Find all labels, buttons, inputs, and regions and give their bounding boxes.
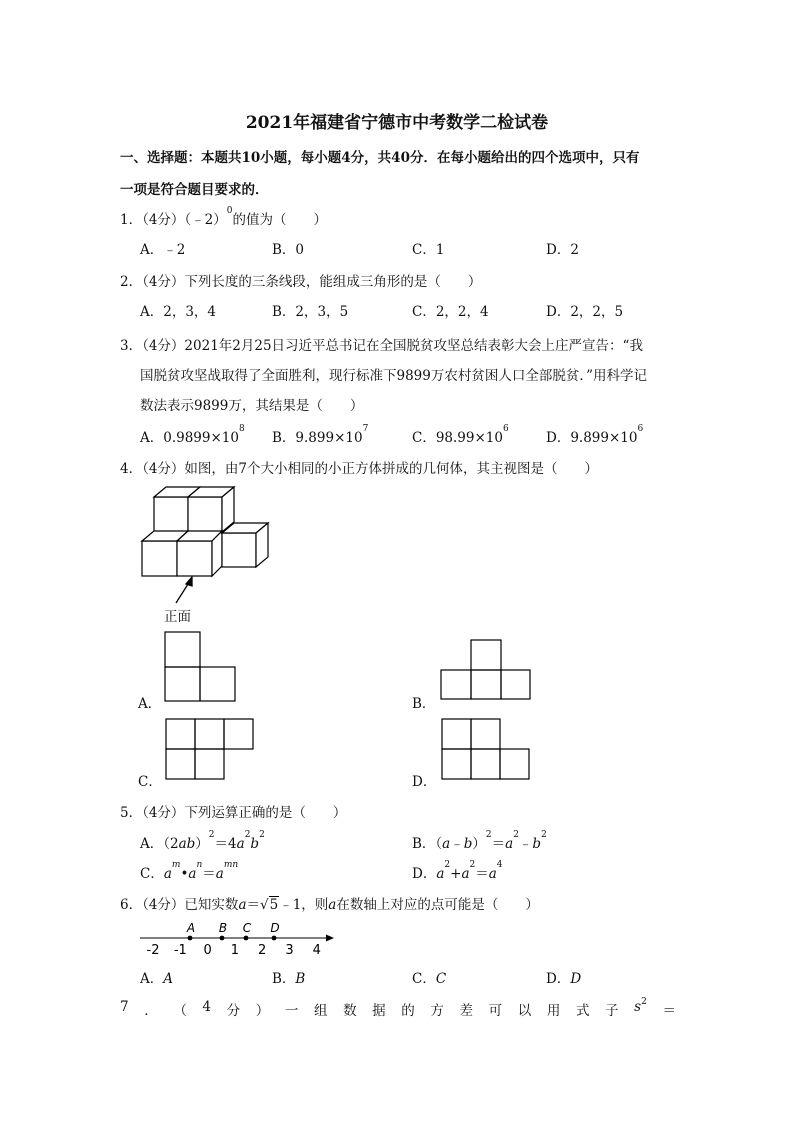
- q6-option-d: [546, 967, 581, 987]
- q3-option-a-exp: 8: [238, 424, 245, 434]
- question-3-line2: 国脱贫攻坚战取得了全面胜利，现行标准下9899万农村贫困人口全部脱贫．”用科学记: [140, 368, 648, 384]
- q7-char: 据: [372, 1003, 386, 1019]
- q5c-m: m: [171, 860, 181, 870]
- number-line: [138, 918, 338, 960]
- q7-char: 以: [517, 1003, 532, 1019]
- q5c-pre: C．: [140, 866, 164, 882]
- q7-s: s: [634, 999, 642, 1015]
- number-line-point-label: C: [242, 921, 252, 935]
- number-line-point: [220, 936, 225, 941]
- number-line-point: [272, 936, 277, 941]
- q5b-exp2: 2: [513, 830, 519, 840]
- q6-var-a: a: [238, 897, 247, 913]
- q5c-eq: ＝: [202, 866, 216, 882]
- q7-char: 式: [575, 1003, 590, 1019]
- section-header-line2: 一项是符合题目要求的．: [120, 182, 269, 198]
- q5-option-c: [140, 862, 238, 882]
- number-line-tick-label: -2: [146, 943, 160, 958]
- front-view-arrow: [176, 577, 192, 603]
- q4-option-a-grid: [164, 630, 238, 704]
- q6-stem-c: 在数轴上对应的点可能是（ ）: [336, 897, 539, 913]
- q5-option-d: [412, 862, 503, 882]
- number-line-tick-label: -1: [173, 943, 187, 958]
- q2-option-d: D．2，2，5: [546, 304, 624, 320]
- q5a-exp1: 2: [208, 830, 215, 840]
- q1-option-c: C．1: [412, 242, 445, 258]
- q5b-mid: ﹣: [450, 836, 464, 852]
- q5a-exp2: 2: [244, 830, 251, 840]
- q5c-a3: a: [215, 866, 224, 882]
- q5b-close: ）: [472, 836, 486, 852]
- q5d-exp1: 2: [444, 860, 451, 870]
- question-2-stem: 2．（4分）下列长度的三条线段，能组成三角形的是（ ）: [120, 274, 482, 290]
- q5a-exp3: 2: [259, 830, 265, 840]
- cube-solid-figure: [138, 484, 278, 624]
- q5c-n: n: [196, 860, 203, 870]
- q5b-a: a: [442, 836, 451, 852]
- q6-eq: ＝: [246, 897, 260, 913]
- q5b-exp1: 2: [485, 830, 492, 840]
- q5a-eq: ＝4: [214, 836, 237, 852]
- number-line-tick-label: 1: [230, 943, 240, 958]
- number-line-point-label: D: [270, 921, 280, 935]
- q4-option-a-label: A．: [138, 696, 162, 712]
- q5a-mid: ）: [195, 836, 209, 852]
- q7-char: 4: [202, 999, 212, 1015]
- q5b-eq: ＝: [491, 836, 506, 852]
- q3-option-d-base: D．9.899×10: [546, 430, 638, 446]
- question-3-line1: 3．（4分）2021年2月25日习近平总书记在全国脱贫攻坚总结表彰大会上庄严宣告：“我: [120, 338, 643, 354]
- q7-char: 7: [120, 999, 129, 1015]
- q7-s-exp: 2: [641, 997, 647, 1007]
- q5-option-b: [412, 832, 547, 852]
- q6d-var: D: [570, 971, 582, 987]
- q5d-plus: +: [450, 866, 462, 882]
- q7-char: 用: [546, 1003, 561, 1019]
- q5c-a: a: [163, 866, 172, 882]
- q5d-a2: a: [461, 866, 470, 882]
- section-header-line1: 一、选择题：本题共10小题，每小题4分，共40分．在每小题给出的四个选项中，只有: [120, 150, 640, 166]
- q4-option-b-grid: [440, 638, 534, 702]
- q2-option-b: B．2，3，5: [272, 304, 349, 320]
- sqrt-radical-icon: √: [260, 897, 269, 913]
- q5b-pre: B．（: [412, 836, 443, 852]
- q7-eq: ＝: [662, 1003, 676, 1019]
- q3-option-b-exp: 7: [362, 424, 369, 434]
- question-4-stem: 4．（4分）如图，由7个大小相同的小正方体拼成的几何体，其主视图是（ ）: [120, 461, 599, 477]
- q6-stem-b: ﹣1，则: [279, 897, 329, 913]
- q5b-minus: ﹣: [518, 836, 533, 852]
- q5a-b: b: [250, 836, 260, 852]
- q6b-var: B: [295, 971, 306, 987]
- q7-char: 可: [488, 1003, 503, 1019]
- question-6-stem: [120, 893, 539, 913]
- q5b-b: b: [463, 836, 473, 852]
- q7-variance-symbol: [634, 999, 647, 1019]
- q1-stem-b: 的值为（ ）: [232, 212, 328, 228]
- q7-char: 的: [401, 1003, 415, 1019]
- q7-char: ．: [144, 1003, 158, 1019]
- q7-char: 组: [313, 1003, 328, 1019]
- number-line-point-label: B: [218, 921, 228, 935]
- q7-char: 子: [605, 1003, 619, 1019]
- question-7-line: [120, 999, 676, 1019]
- q6a-pre: A．: [140, 971, 164, 987]
- q6a-var: A: [163, 971, 173, 987]
- q5b-a2: a: [505, 836, 514, 852]
- number-line-tick-label: 2: [258, 943, 267, 958]
- q4-option-c-label: C．: [138, 774, 162, 790]
- q5b-exp3: 2: [541, 830, 547, 840]
- cube-bottom-right: [222, 523, 268, 567]
- q7-char: 数: [343, 1003, 357, 1019]
- q6-stem-a: 6．（4分）已知实数: [120, 897, 239, 913]
- q6c-var: C: [435, 971, 447, 987]
- q6d-pre: D．: [546, 971, 571, 987]
- q3-option-b: [272, 426, 368, 446]
- q6b-pre: B．: [272, 971, 296, 987]
- number-line-tick-label: 0: [203, 943, 212, 958]
- q5d-pre: D．: [412, 866, 437, 882]
- q3-option-d: [546, 426, 643, 446]
- q7-char: 差: [459, 1003, 473, 1019]
- number-line-arrow-icon: [326, 935, 334, 942]
- q5a-pre: A．（2: [140, 836, 179, 852]
- q1-option-b: B．0: [272, 242, 305, 258]
- q6c-pre: C．: [412, 971, 436, 987]
- cube-top-right: [188, 487, 234, 532]
- number-line-tick-label: 3: [285, 943, 294, 958]
- q4-option-d-grid: [440, 716, 532, 782]
- q3-option-b-base: B．9.899×10: [272, 430, 363, 446]
- number-line-point: [244, 936, 249, 941]
- q3-option-d-exp: 6: [637, 424, 644, 434]
- q1-option-d: D．2: [546, 242, 579, 258]
- q5d-eq: ＝: [475, 866, 489, 882]
- q5a-a: a: [236, 836, 245, 852]
- q2-option-a: A．2，3，4: [140, 304, 217, 320]
- q3-option-c-base: C．98.99×10: [412, 430, 503, 446]
- q7-char: 一: [284, 1003, 299, 1019]
- number-line-point: [188, 936, 193, 941]
- q5c-dot: •: [180, 866, 189, 882]
- q5b-b2: b: [532, 836, 542, 852]
- q3-option-c: [412, 426, 509, 446]
- q6-var-a2: a: [328, 897, 337, 913]
- page-title: 2021年福建省宁德市中考数学二检试卷: [245, 113, 549, 133]
- question-5-stem: 5．（4分）下列运算正确的是（ ）: [120, 805, 347, 821]
- q1-exponent: 0: [226, 206, 233, 216]
- q5d-a3: a: [488, 866, 497, 882]
- question-3-line3: 数法表示9899万，其结果是（ ）: [140, 398, 364, 414]
- q6-option-b: [272, 967, 305, 987]
- q7-char: ）: [255, 1003, 270, 1019]
- q5d-exp3: 4: [496, 860, 503, 870]
- q3-option-c-exp: 6: [502, 424, 509, 434]
- q5c-a2: a: [188, 866, 197, 882]
- number-line-tick-label: 4: [312, 943, 321, 958]
- q6-option-a: [140, 967, 173, 987]
- q4-option-b-label: B．: [412, 696, 436, 712]
- q7-char: 分: [226, 1003, 241, 1019]
- q5d-a: a: [436, 866, 445, 882]
- front-label: 正面: [164, 609, 191, 625]
- q5d-exp2: 2: [469, 860, 476, 870]
- q6-option-c: [412, 967, 446, 987]
- number-line-point-label: A: [186, 921, 196, 935]
- q7-char: （: [173, 1003, 187, 1019]
- q4-option-d-label: D．: [412, 774, 437, 790]
- q5c-mn: mn: [223, 860, 239, 870]
- q1-option-a: A．﹣2: [140, 242, 186, 258]
- q2-option-c: C．2，2，4: [412, 304, 489, 320]
- q5-option-a: [140, 832, 265, 852]
- q6-sqrt: [260, 897, 279, 913]
- q1-stem-a: 1．（4分）（﹣2）: [120, 212, 227, 228]
- q7-char: 方: [430, 1003, 444, 1019]
- question-1-stem: [120, 208, 327, 228]
- q6-sqrt-value: 5: [269, 897, 279, 913]
- q5a-var: ab: [178, 836, 196, 852]
- cube-bottom-middle: [177, 531, 222, 576]
- q3-option-a-base: A．0.9899×10: [140, 430, 239, 446]
- q3-option-a: [140, 426, 245, 446]
- q4-option-c-grid: [164, 716, 256, 782]
